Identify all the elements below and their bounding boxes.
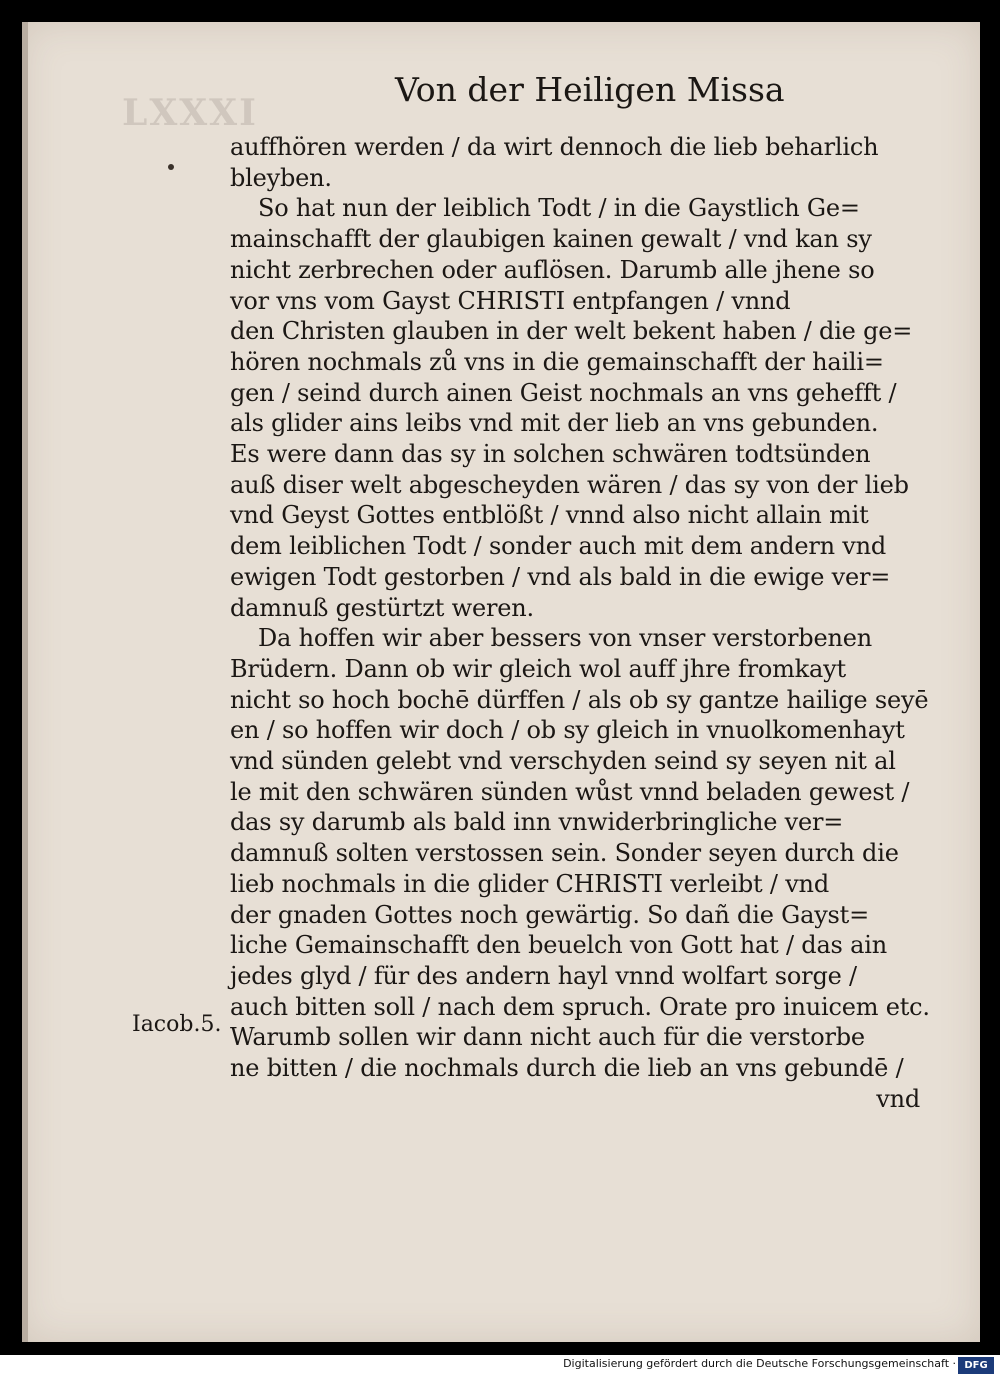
text-line: gen / seind durch ainen Geist nochmals an vns gehefft / bbox=[230, 378, 897, 407]
footer-bar bbox=[0, 1355, 1000, 1375]
text-line: der gnaden Gottes noch gewärtig. So dañ die Gayst= bbox=[230, 900, 870, 929]
text-line: Da hoffen wir aber bessers von vnser verstorbenen bbox=[258, 624, 872, 653]
catchword: vnd bbox=[876, 1084, 920, 1113]
text-line: So hat nun der leiblich Todt / in die Gaystlich Ge= bbox=[258, 194, 860, 223]
funding-credit: Digitalisierung gefördert durch die Deutsche Forschungsgemeinschaft · bbox=[563, 1357, 956, 1370]
text-line: ewigen Todt gestorben / vnd als bald in die ewige ver= bbox=[230, 562, 891, 591]
text-line: nicht zerbrechen oder auflösen. Darumb alle jhene so bbox=[230, 255, 875, 284]
text-line: Warumb sollen wir dann nicht auch für die verstorbe bbox=[230, 1023, 865, 1052]
text-line: liche Gemainschafft den beuelch von Gott hat / das ain bbox=[230, 931, 887, 960]
text-line: le mit den schwären sünden wůst vnnd beladen gewest / bbox=[230, 777, 910, 806]
margin-note: Iacob.5. bbox=[132, 1012, 222, 1037]
text-line: mainschafft der glaubigen kainen gewalt / vnd kan sy bbox=[230, 225, 872, 254]
text-line: als glider ains leibs vnd mit der lieb an vns gebunden. bbox=[230, 409, 879, 438]
margin-mark bbox=[168, 164, 174, 170]
text-line: bleyben. bbox=[230, 163, 332, 192]
text-line: vor vns vom Gayst CHRISTI entpfangen / vnnd bbox=[230, 286, 791, 315]
page-edge bbox=[22, 22, 28, 1342]
text-line: en / so hoffen wir doch / ob sy gleich in vnuolkomenhayt bbox=[230, 716, 905, 745]
show-through-folio: LXXXI bbox=[122, 92, 258, 134]
text-line: ne bitten / die nochmals durch die lieb an vns gebundē / bbox=[230, 1054, 904, 1083]
text-line: nicht so hoch bochē dürffen / als ob sy gantze hailige seyē bbox=[230, 685, 929, 714]
text-line: auch bitten soll / nach dem spruch. Orate pro inuicem etc. bbox=[230, 992, 930, 1021]
text-line: auffhören werden / da wirt dennoch die lieb beharlich bbox=[230, 133, 879, 161]
text-line: vnd sünden gelebt vnd verschyden seind sy seyen nit al bbox=[230, 747, 896, 776]
text-line: damnuß gestürtzt weren. bbox=[230, 593, 534, 622]
text-line: hören nochmals zů vns in die gemainschafft der haili= bbox=[230, 347, 884, 376]
text-line: Es were dann das sy in solchen schwären todtsünden bbox=[230, 440, 871, 469]
running-head: Von der Heiligen Missa bbox=[395, 70, 785, 109]
text-line: damnuß solten verstossen sein. Sonder seyen durch die bbox=[230, 839, 899, 868]
text-line: dem leiblichen Todt / sonder auch mit dem andern vnd bbox=[230, 532, 887, 561]
body-text bbox=[230, 132, 930, 1115]
text-line: das sy darumb als bald inn vnwiderbringliche ver= bbox=[230, 808, 844, 837]
text-line: jedes glyd / für des andern hayl vnnd wolfart sorge / bbox=[230, 961, 857, 990]
text-line: lieb nochmals in die glider CHRISTI verleibt / vnd bbox=[230, 869, 829, 898]
text-line: auß diser welt abgescheyden wären / das sy von der lieb bbox=[230, 470, 909, 499]
text-line: vnd Geyst Gottes entblößt / vnnd also nicht allain mit bbox=[230, 501, 869, 530]
text-line: Brüdern. Dann ob wir gleich wol auff jhre fromkayt bbox=[230, 654, 846, 683]
dfg-logo: DFG bbox=[958, 1357, 994, 1374]
text-line: den Christen glauben in der welt bekent haben / die ge= bbox=[230, 317, 913, 346]
